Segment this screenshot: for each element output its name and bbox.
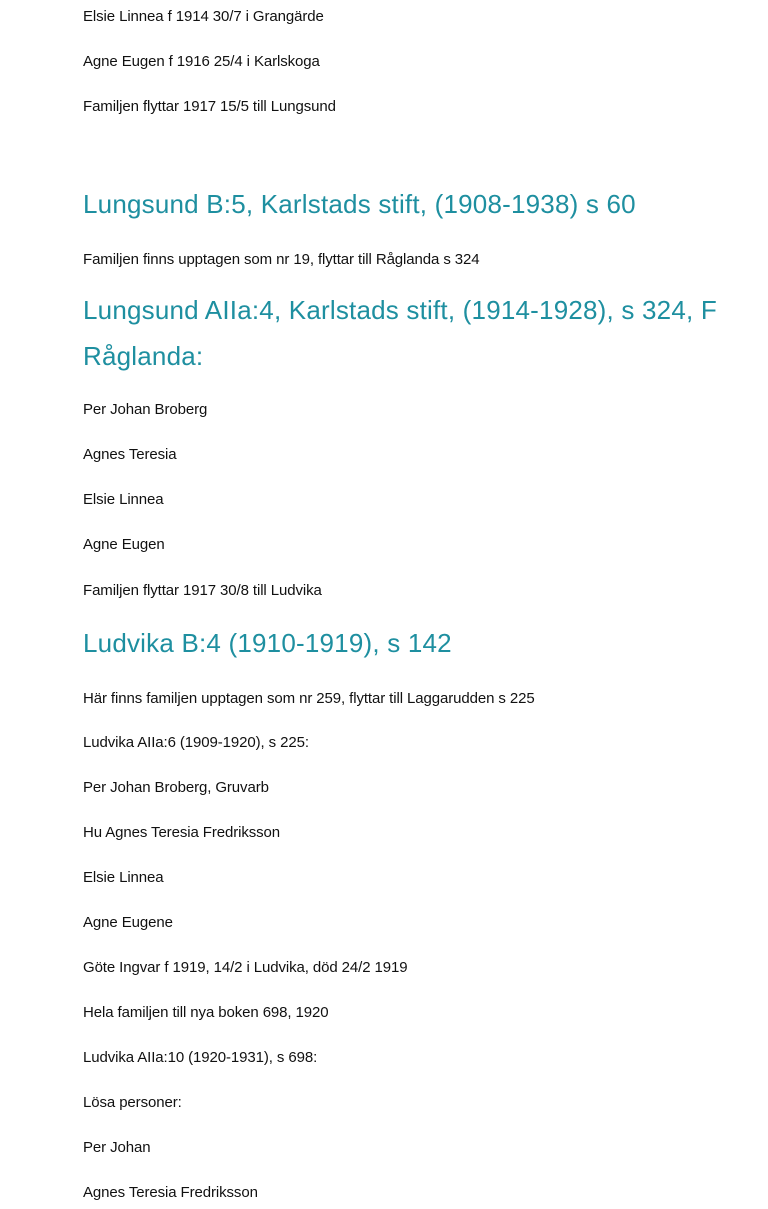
- text-line: Elsie Linnea: [83, 869, 164, 886]
- text-line: Göte Ingvar f 1919, 14/2 i Ludvika, död 24/2 1919: [83, 959, 408, 976]
- section-heading-continued: Råglanda:: [83, 341, 204, 371]
- text-line: Familjen flyttar 1917 30/8 till Ludvika: [83, 582, 322, 599]
- text-line: Elsie Linnea: [83, 491, 164, 508]
- text-line: Familjen flyttar 1917 15/5 till Lungsund: [83, 98, 336, 115]
- text-line: Elsie Linnea f 1914 30/7 i Grangärde: [83, 8, 324, 25]
- text-line: Agne Eugen f 1916 25/4 i Karlskoga: [83, 53, 320, 70]
- text-line: Agnes Teresia Fredriksson: [83, 1184, 258, 1201]
- text-line: Familjen finns upptagen som nr 19, flyttar till Råglanda s 324: [83, 251, 480, 268]
- section-heading: Lungsund AIIa:4, Karlstads stift, (1914-1928), s 324, F: [83, 295, 717, 325]
- section-heading: Lungsund B:5, Karlstads stift, (1908-1938) s 60: [83, 189, 636, 219]
- text-line: Här finns familjen upptagen som nr 259, flyttar till Laggarudden s 225: [83, 690, 535, 707]
- text-line: Agne Eugen: [83, 536, 165, 553]
- text-line: Agnes Teresia: [83, 446, 177, 463]
- text-line: Per Johan: [83, 1139, 151, 1156]
- text-line: Hu Agnes Teresia Fredriksson: [83, 824, 281, 841]
- section-heading: Ludvika B:4 (1910-1919), s 142: [83, 628, 452, 658]
- text-line: Lösa personer:: [83, 1094, 182, 1111]
- text-line: Agne Eugene: [83, 914, 173, 931]
- text-line: Ludvika AIIa:6 (1909-1920), s 225:: [83, 734, 309, 751]
- text-line: Hela familjen till nya boken 698, 1920: [83, 1004, 329, 1021]
- text-line: Per Johan Broberg: [83, 401, 208, 418]
- text-line: Ludvika AIIa:10 (1920-1931), s 698:: [83, 1049, 318, 1066]
- text-line: Per Johan Broberg, Gruvarb: [83, 779, 269, 796]
